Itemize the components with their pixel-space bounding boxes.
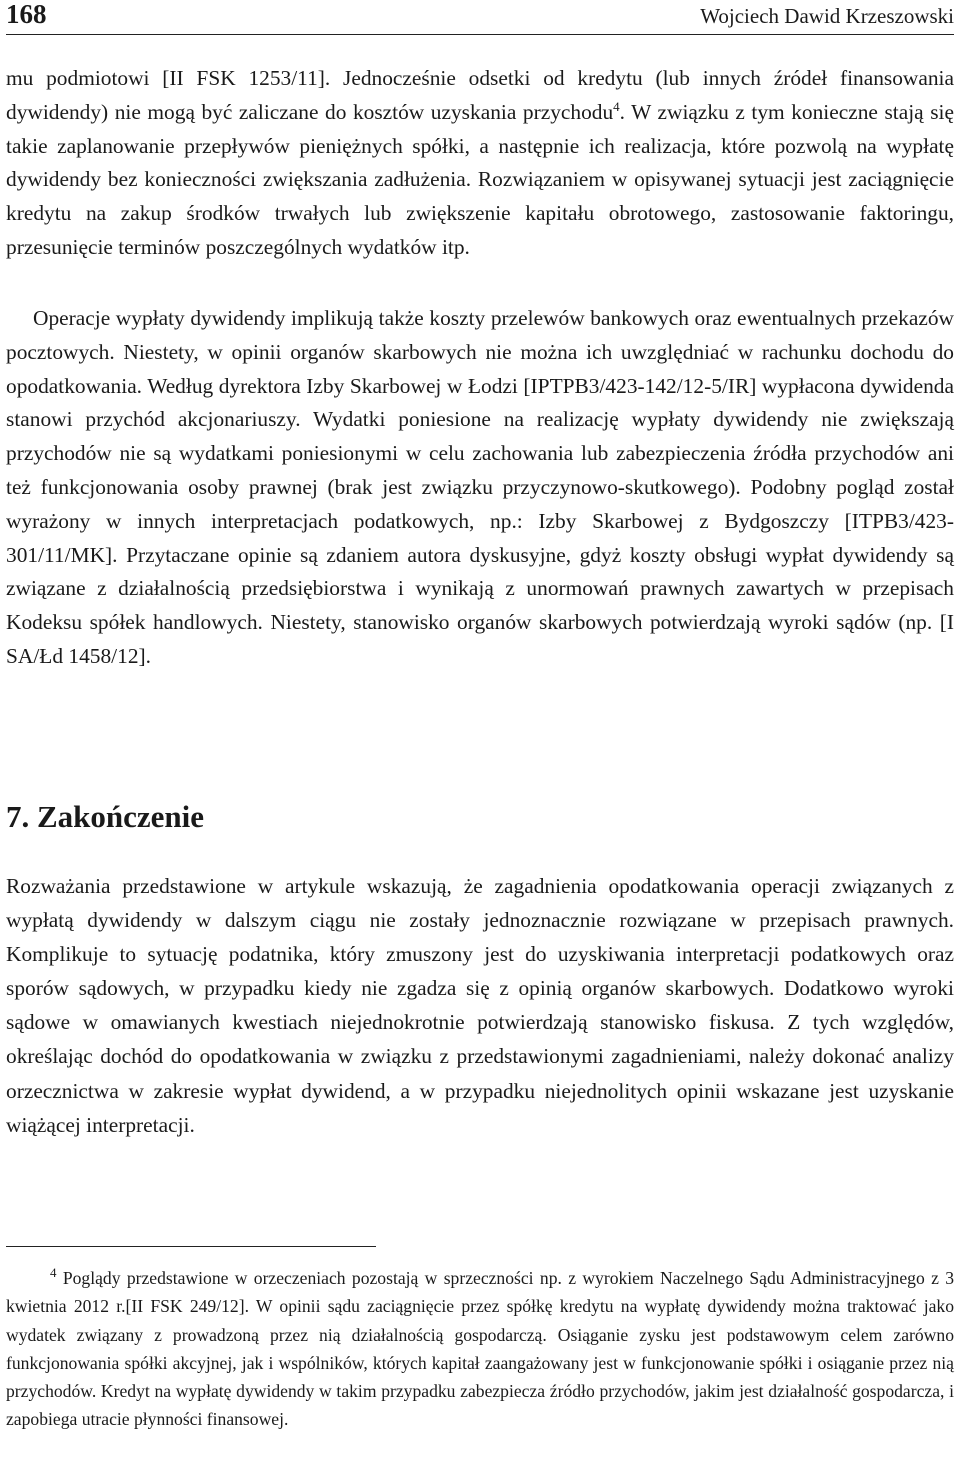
paragraph-text: . W związku z tym konieczne stają się takie zaplanowanie przepływów pieniężnych spółki, a następnie ich realizacja, które pozwolą na wypłatę dywidendy bez konieczności zwiększania zadłużenia. Rozwiązaniem w opisywanej sytuacji jest zaciągnięcie kredytu na zakup środków trwałych lub zwiększenie kapitału obrotowego, zastosowanie faktoringu, przesunięcie terminów poszczególnych wydatków itp. xyxy=(6,99,954,259)
body-paragraph-2: Operacje wypłaty dywidendy implikują także koszty przelewów bankowych oraz ewentualnych przekazów pocztowych. Niestety, w opinii organów skarbowych nie można ich uwzględniać w rachunku dochodu do opodatkowania. Według dyrektora Izby Skarbowej w Łodzi [IPTPB3/423-142/12-5/IR] wypłacona dywidenda stanowi przychód akcjonariuszy. Wydatki poniesione na realizację wypłaty dywidendy nie zwiększają przychodów nie są wydatkami poniesionymi w celu zachowania lub zabezpieczenia źródła przychodów ani też funkcjonowania osoby prawnej (brak jest związku przyczynowo-skutkowego). Podobny pogląd został wyrażony w innych interpretacjach podatkowych, np.: Izby Skarbowej z Bydgoszczy [ITPB3/423-301/11/MK]. Przytaczane opinie są zdaniem autora dyskusyjne, gdyż koszty obsługi wypłat dywidendy są związane z działalnością przedsiębiorstwa i wynikają z unormowań prawnych zawartych w przepisach Kodeksu spółek handlowych. Niestety, stanowisko organów skarbowych potwierdzają wyroki sądów (np. [I SA/Łd 1458/12]. xyxy=(6,306,954,668)
page-number: 168 xyxy=(6,0,47,29)
body-paragraph-1 xyxy=(6,62,954,265)
footnote-marker: 4 xyxy=(50,1265,57,1281)
footnote-reference: 4 xyxy=(613,98,620,114)
document-page xyxy=(6,0,954,1430)
running-header-author: Wojciech Dawid Krzeszowski xyxy=(700,4,954,28)
footnote xyxy=(6,1264,954,1434)
paragraph-text: mu podmiotowi [II FSK 1253/11]. Jednocześnie odsetki od kredytu (lub innych źródeł finansowania dywidendy) nie mogą być zaliczane do kosztów uzyskania przychodu xyxy=(6,66,954,124)
conclusion-paragraph: Rozważania przedstawione w artykule wskazują, że zagadnienia opodatkowania operacji związanych z wypłatą dywidendy w dalszym ciągu nie zostały jednoznacznie rozwiązane w przepisach prawnych. Komplikuje to sytuację podatnika, który zmuszony jest do uzyskiwania interpretacji podatkowych oraz sporów sądowych, w przypadku kiedy nie zgadza się z opinią organów skarbowych. Dodatkowo wyroki sądowe w omawianych kwestiach niejednokrotnie potwierdzają stanowisko fiskusa. Z tych względów, określając dochód do opodatkowania w związku z przedstawionymi zagadnieniami, należy dokonać analizy orzecznictwa w zakresie wypłat dywidend, a w przypadku niejednolitych opinii wskazane jest uzyskanie wiążącej interpretacji. xyxy=(6,874,954,1137)
running-header xyxy=(6,0,954,35)
footnote-text: Poglądy przedstawione w orzeczeniach pozostają w sprzeczności np. z wyrokiem Naczelnego Sądu Administracyjnego z 3 kwietnia 2012 r.[II FSK 249/12]. W opinii sądu zaciągnięcie przez spółkę kredytu na wypłatę dywidendy można traktować jako wydatek związany z prowadzoną przez nią działalnością gospodarczą. Osiąganie zysku jest podstawowym celem zarówno funkcjonowania spółki akcyjnej, jak i wspólników, których kapitał zaangażowany jest w funkcjonowanie spółki i osiąganie przez nią przychodów. Kredyt na wypłatę dywidendy w takim przypadku zabezpiecza źródło przychodów, jakim jest działalność gospodarcza, i zapobiega utracie płynności finansowej. xyxy=(6,1268,954,1430)
section-heading: 7. Zakończenie xyxy=(6,799,205,834)
footnote-separator xyxy=(6,1246,376,1247)
